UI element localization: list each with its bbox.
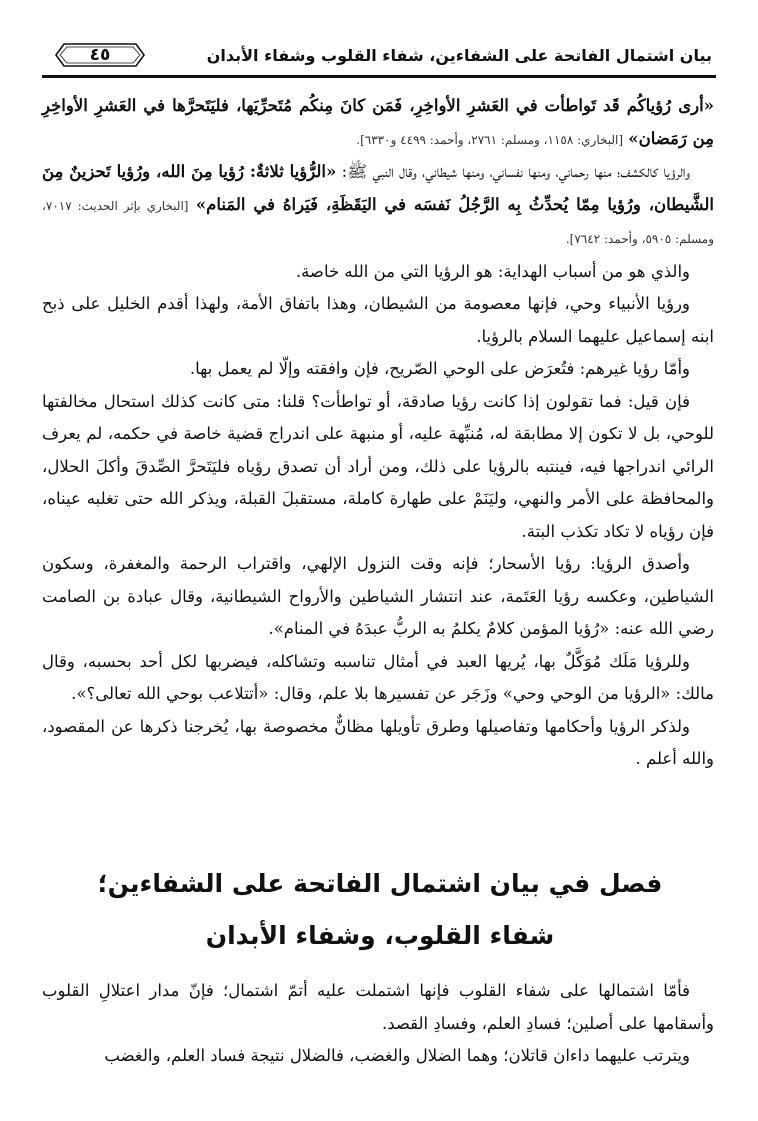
paragraph-9: ولذكر الرؤيا وأحكامها وتفاصيلها وطرق تأويلها مظانٌّ مخصوصة بها، يُخرجنا ذكرها عن المقصود، والله أعلم .: [42, 716, 714, 768]
paragraph-10: فأمّا اشتمالها على شفاء القلوب فإنها اشتملت عليه أتمّ اشتمال؛ فإنّ مدار اعتلالِ القلوب وأسقامها على أصلين؛ فسادِ العلم، وفسادِ القصد.: [42, 981, 714, 1033]
hadith-quote: «أرى رُؤياكُم قَد تَواطأت في العَشرِ الأواخِرِ، فَمَن كانَ مِنكُم مُتَحرِّيَها، فليَتَحرَّها في العَشرِ الأواخِرِ مِن رَمَضان»: [42, 96, 714, 148]
chapter-title-line-1: فصل في بيان اشتمال الفاتحة على الشفاءين؛: [97, 869, 663, 898]
main-text: [42, 90, 714, 776]
paragraph-7: [42, 548, 714, 646]
paragraph-3: والذي هو من أسباب الهداية: هو الرؤيا التي من الله خاصة.: [295, 261, 690, 281]
running-title: بيان اشتمال الفاتحة على الشفاءين، شفاء القلوب وشفاء الأبدان: [206, 46, 712, 65]
page-number-badge: [54, 42, 146, 68]
page-number: ٤٥: [89, 45, 111, 65]
paragraph-5: وأمّا رؤيا غيرهم: فتُعرَض على الوحي الصّريح، فإن وافقته وإلّا لم يعمل بها.: [189, 359, 690, 378]
quote-text: «رُؤيا المؤمن كلامٌ يكلمُ به الربُّ عبدَهُ في المنام».: [268, 619, 610, 638]
paragraph-6: فإن قيل: فما تقولون إذا كانت رؤيا صادقة، أو تواطأت؟ قلنا: متى كانت كذلك استحال مخالفتها للوحي، بل لا تكون إلا مطابقة له، مُنبِّهة عليه، أو منبهة على اندراج قضية خاصة في حكمه، لم يعرف الرائي اندراجها فيه، فينتبه بالرؤيا على ذلك، ومن أراد أن تصدق رؤياه فليَتَحرَّ الصِّدقَ وأكلَ الحلال، والمحافظة على الأمر والنهي، وليَنَمْ على طهارة كاملة، مستقبلَ القبلة، ويذكر الله حتى تغلبه عيناه، فإن رؤياه لا تكاد تكذب البتة.: [42, 391, 714, 541]
chapter-title-line-2: شفاء القلوب، وشفاء الأبدان: [205, 921, 555, 950]
paragraph-text: وأصدق الرؤيا: رؤيا الأسحار؛ فإنه وقت النزول الإلهي، واقتراب الرحمة والمغفرة، وسكون الشياطين، وعكسه رؤيا العَتَمة، عند انتشار الشياطين والأرواح الشيطانية، وقال عبادة بن الصامت رضي الله عنه:: [42, 554, 714, 638]
running-header: [44, 40, 714, 70]
chapter-text: [42, 975, 714, 1073]
chapter-heading: [44, 858, 716, 962]
paragraph-text: والرؤيا كالكشف؛ منها رحماني، ومنها نفساني، ومنها شيطاني، وقال النبي ﷺ:: [336, 162, 690, 181]
paragraph-4: ورؤيا الأنبياء وحي، فإنها معصومة من الشيطان، وهذا باتفاق الأمة، ولهذا أقدم الخليل على ذبح ابنه إسماعيل عليهما السلام بالرؤيا.: [42, 294, 714, 346]
paragraph-2: [42, 156, 714, 256]
header-rule: [42, 75, 716, 78]
hadith-quote: «الرُّؤيا ثلاثةٌ: رُؤيا مِنَ الله، ورُؤيا تَحزينٌ مِنَ الشَّيطان، ورُؤيا مِمّا يُحدِّثُ بِه الرَّجُلُ نَفسَه في اليَقَظَةِ، فَيَراهُ في المَنام»: [42, 162, 715, 214]
hadith-reference: [البخاري بإثر الحديث: ٧٠١٧، ومسلم: ٥٩٠٥، وأحمد: ٧٦٤٢].: [42, 198, 714, 246]
paragraph-11: ويترتب عليهما داءان قاتلان؛ وهما الضلال والغضب، فالضلال نتيجة فساد العلم، والغضب: [104, 1046, 690, 1065]
paragraph-1: [42, 90, 714, 156]
paragraph-8: وللرؤيا مَلَك مُوَكَّلٌ بها، يُريها العبد في أمثال تناسبه وتشاكله، فيضربها لكل أحد بحسبه، وقال مالك: «الرؤيا من الوحي وحي» وزَجَر عن تفسيرها بلا علم، وقال: «أتتلاعب بوحي الله تعالى؟».: [42, 651, 714, 703]
hadith-reference: [البخاري: ١١٥٨، ومسلم: ٢٧٦١، وأحمد: ٤٤٩٩ و٦٣٣٠].: [356, 132, 624, 147]
